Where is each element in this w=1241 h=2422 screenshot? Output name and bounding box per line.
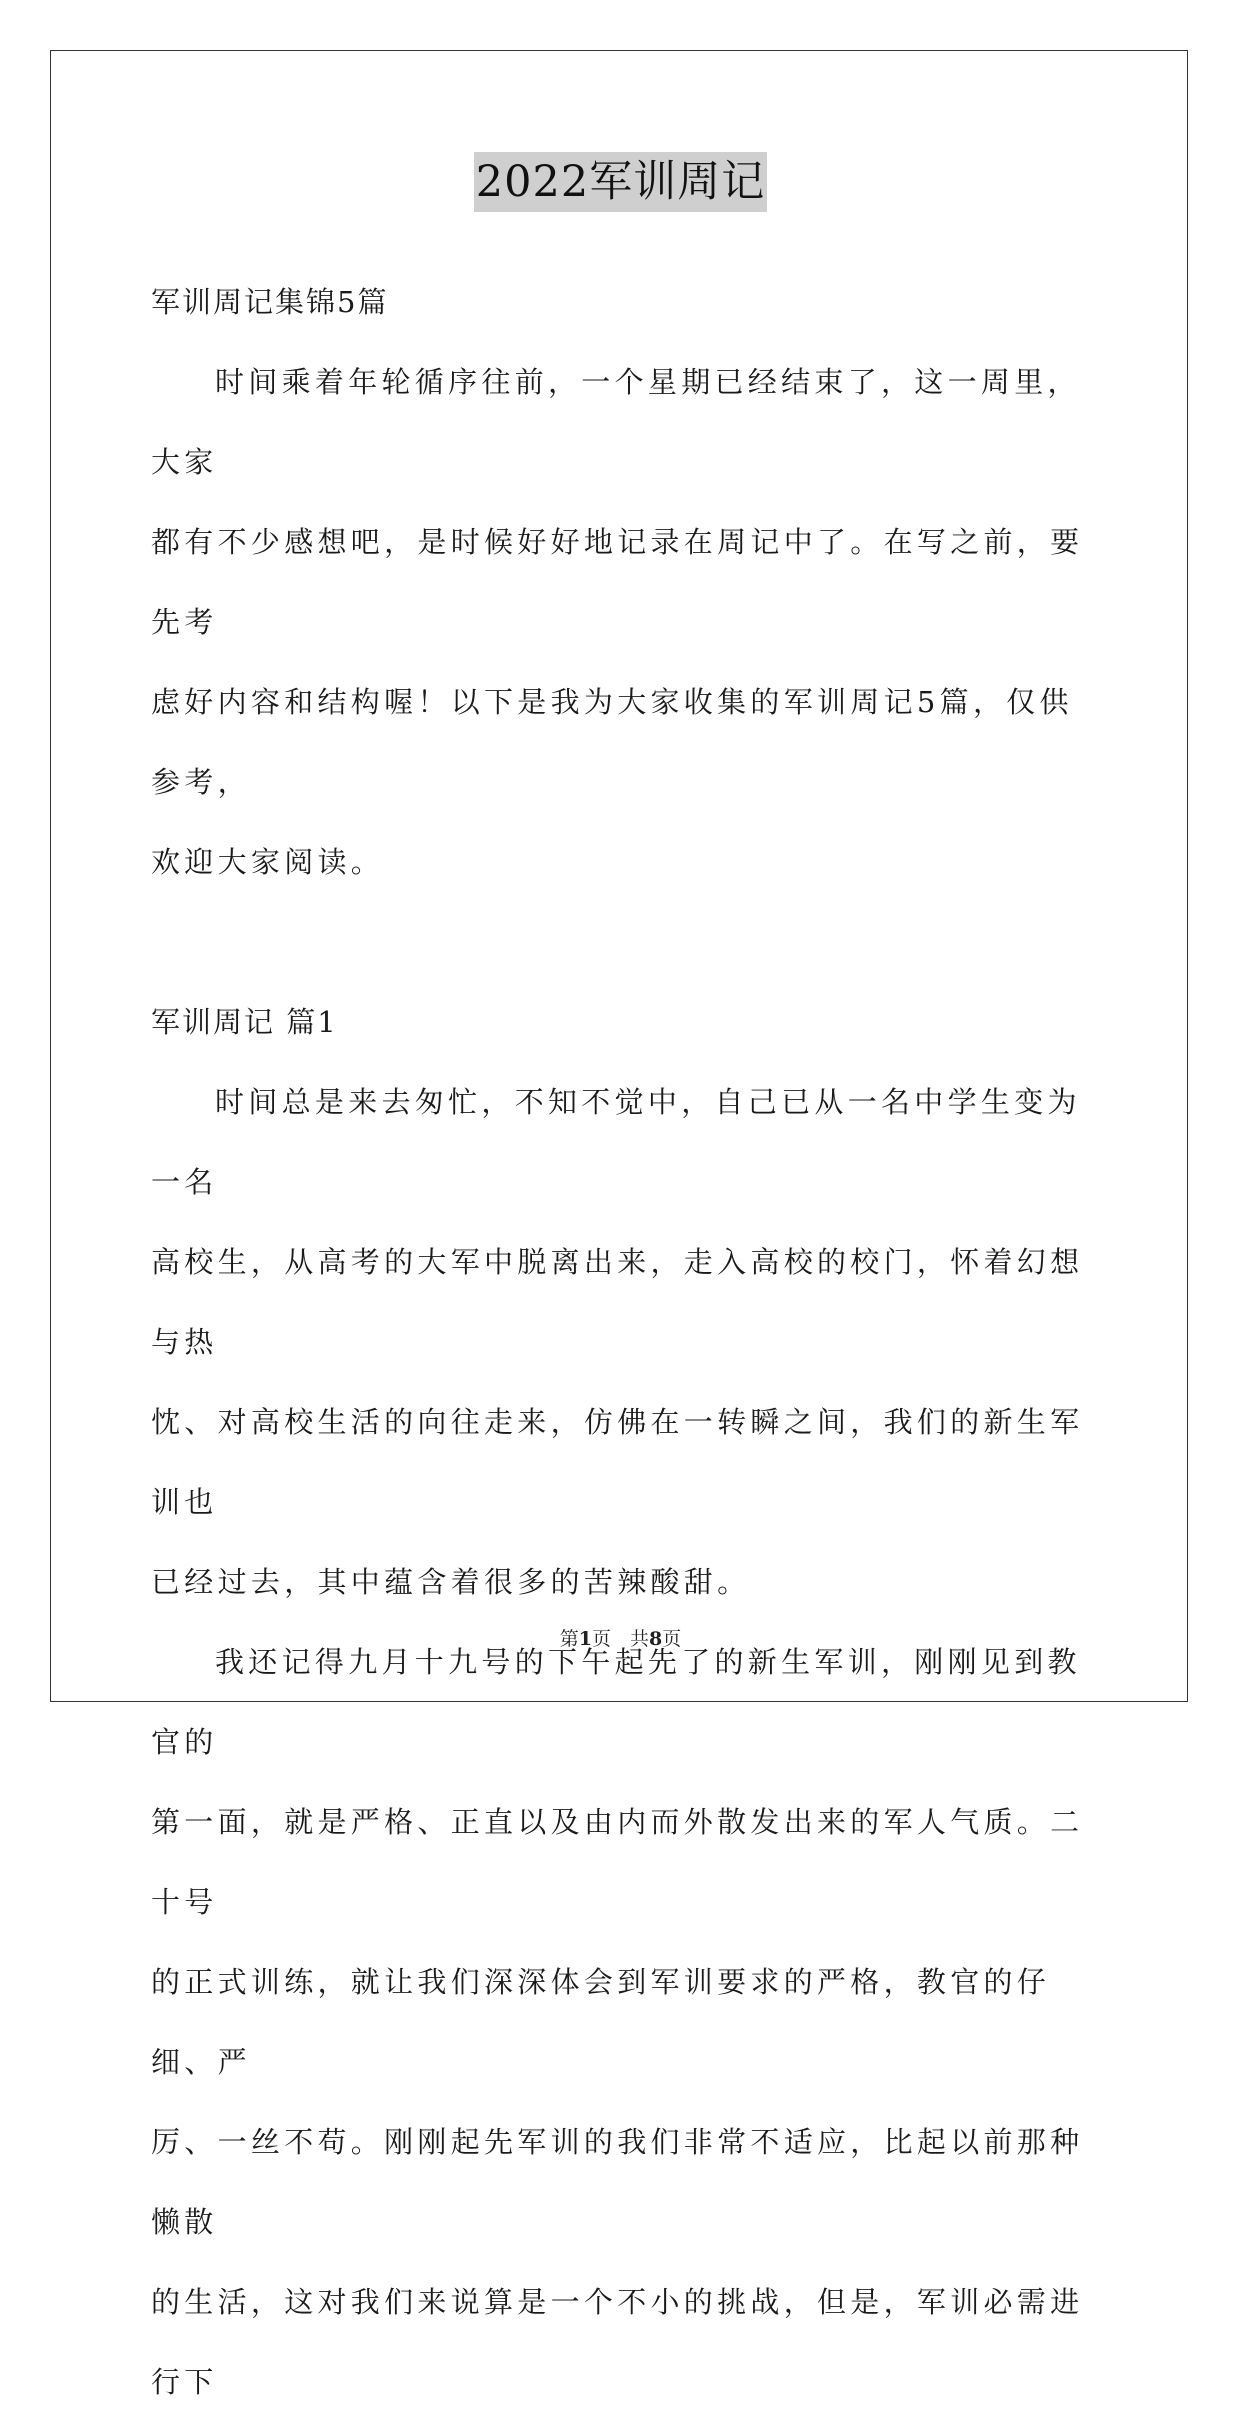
para1-line: 时间总是来去匆忙，不知不觉中，自己已从一名中学生变为一名	[151, 1085, 1081, 1199]
footer-suffix: 页	[662, 1628, 682, 1650]
para2-line: 第一面，就是严格、正直以及由内而外散发出来的军人气质。二十号	[151, 1805, 1084, 1919]
intro-line: 虑好内容和结构喔！以下是我为大家收集的军训周记5篇，仅供参考，	[151, 685, 1073, 799]
para1-line: 高校生，从高考的大军中脱离出来，走入高校的校门，怀着幻想与热	[151, 1245, 1084, 1359]
current-page-number: 1	[578, 1628, 592, 1650]
page-footer	[0, 1624, 1241, 1651]
intro-line: 欢迎大家阅读。	[151, 845, 385, 879]
para2-line: 厉、一丝不苟。刚刚起先军训的我们非常不适应，比起以前那种懒散	[151, 2125, 1084, 2239]
intro-line: 都有不少感想吧，是时候好好地记录在周记中了。在写之前，要先考	[151, 525, 1084, 639]
para2-line: 的正式训练，就让我们深深体会到军训要求的严格，教官的仔细、严	[151, 1965, 1051, 2079]
section-heading: 军训周记 篇1	[151, 1005, 338, 1039]
total-pages-number: 8	[649, 1628, 663, 1650]
para1-line: 忱、对高校生活的向往走来，仿佛在一转瞬之间，我们的新生军训也	[151, 1405, 1084, 1519]
footer-middle: 页 共	[591, 1628, 649, 1650]
document-subtitle: 军训周记集锦5篇	[151, 285, 389, 319]
para2-line: 我还记得九月十九号的下午起先了的新生军训，刚刚见到教官的	[151, 1645, 1081, 1759]
para1-line: 已经过去，其中蕴含着很多的苦辣酸甜。	[151, 1565, 751, 1599]
footer-prefix: 第	[559, 1628, 579, 1650]
document-title: 2022军训周记	[474, 152, 767, 212]
intro-line: 时间乘着年轮循序往前，一个星期已经结束了，这一周里，大家	[151, 365, 1081, 479]
para2-line: 的生活，这对我们来说算是一个不小的挑战，但是，军训必需进行下	[151, 2285, 1084, 2399]
document-body	[151, 262, 1091, 2422]
title-wrap	[0, 152, 1241, 212]
